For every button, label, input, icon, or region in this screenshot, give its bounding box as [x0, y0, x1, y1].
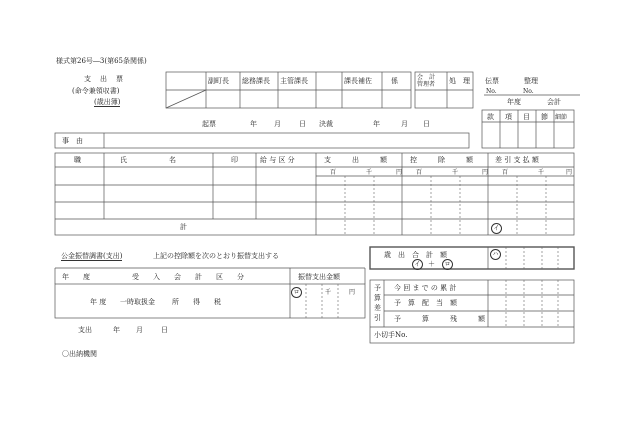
kihyo-day: 日 [299, 120, 306, 128]
summary-row-ruikei: 今 回 ま で の 累 計 [394, 284, 457, 292]
unit-en: 円 [482, 169, 489, 176]
shishutsu-label: 支出 [78, 326, 92, 334]
transfer-row-shotokuzei: 所 得 税 [172, 298, 221, 306]
kihyo-month: 月 [274, 120, 281, 128]
summary-formula-ro: ロ [442, 259, 453, 270]
shishutsu-day: 日 [161, 326, 168, 334]
agency-label: 〇出納機関 [62, 350, 97, 358]
kessai-year: 年 [373, 120, 380, 128]
summary-title: 歳 出 合 計 額 [384, 251, 447, 259]
form-title-sub1: (命令兼領収書) [72, 87, 120, 95]
unit-en: 円 [396, 169, 403, 176]
approval-fukuchou: 副町長 [208, 77, 229, 85]
form-title: 支 出 票 [84, 75, 124, 83]
budget-kan: 款 [487, 113, 494, 121]
form-code: 様式第26号―3(第65条関係) [56, 57, 147, 65]
transfer-row-ichiji: 一時取扱金 [120, 298, 155, 306]
transfer-mark-ro: ロ [291, 287, 302, 298]
summary-mark-ha: ハ [490, 249, 501, 260]
transfer-unit-en: 円 [349, 289, 356, 296]
budget-setsu: 節 [541, 113, 548, 121]
transfer-header-uke: 受 入 会 計 区 分 [132, 273, 244, 281]
budget-moku: 目 [523, 113, 530, 121]
transfer-header-amount: 振替支出金額 [298, 273, 340, 281]
kaikei-label: 会計 [547, 98, 561, 106]
transfer-note: 上記の控除額を次のとおり振替支出する [153, 252, 279, 260]
total-label: 計 [180, 223, 187, 231]
transfer-title: 公金振替調書(支出) [61, 252, 123, 260]
transfer-row-nendo: 年 度 [90, 298, 107, 306]
kessai-month: 月 [401, 120, 408, 128]
kessai-label: 決裁 [319, 120, 333, 128]
approval-shukan: 主管課長 [280, 77, 308, 85]
unit-hyaku: 百 [416, 169, 423, 176]
nendo-label: 年度 [507, 98, 521, 106]
header-koujo: 控 除 額 [410, 156, 473, 164]
transfer-header-nendo: 年 度 [62, 273, 90, 281]
kihyo-label: 起票 [202, 120, 216, 128]
header-in: 印 [231, 156, 238, 164]
unit-hyaku: 百 [330, 169, 337, 176]
unit-hyaku: 百 [502, 169, 509, 176]
shishutsu-month: 月 [136, 326, 143, 334]
approval-kachohosa: 課長補佐 [344, 77, 372, 85]
approval-soumu: 総務課長 [242, 77, 270, 85]
unit-en: 円 [566, 169, 573, 176]
accounting-manager-label: 会 計 管理者 [417, 74, 436, 88]
total-mark-i: イ [491, 223, 502, 234]
header-sashihiki: 差 引 支 払 額 [495, 156, 539, 164]
unit-sen: 千 [452, 169, 459, 176]
budget-kou: 項 [505, 113, 512, 121]
form-title-sub2: (歳出簿) [94, 98, 121, 106]
jiyu-label: 事 由 [62, 137, 83, 145]
kogitte-label: 小切手No. [374, 331, 408, 339]
seiri-label: 整理 [524, 77, 538, 85]
kessai-day: 日 [423, 120, 430, 128]
unit-sen: 千 [366, 169, 373, 176]
budget-saisetsu: 細節 [555, 114, 568, 121]
header-shishutsu: 支 出 額 [324, 156, 387, 164]
header-kyuyo: 給 与 区 分 [260, 156, 295, 164]
denpyo-label: 伝票 [485, 77, 499, 85]
denpyo-no-label: No. [486, 88, 497, 95]
summary-row-haito: 予 算 配 当 額 [394, 299, 457, 307]
approval-kakari: 係 [391, 77, 398, 85]
transfer-unit-sen: 千 [325, 289, 332, 296]
summary-formula-i: イ [412, 259, 423, 270]
header-shimei: 氏 名 [120, 156, 176, 164]
unit-sen: 千 [538, 169, 545, 176]
shishutsu-year: 年 [113, 326, 120, 334]
processing-label: 処 理 [449, 77, 470, 85]
summary-plus: ＋ [428, 260, 435, 268]
header-shoku: 職 [74, 156, 81, 164]
yosan-sashihiki-label: 予 算 差 引 [374, 284, 381, 322]
kihyo-year: 年 [250, 120, 257, 128]
seiri-no-label: No. [523, 88, 534, 95]
summary-row-zangaku: 予 算 残 額 [394, 315, 485, 323]
